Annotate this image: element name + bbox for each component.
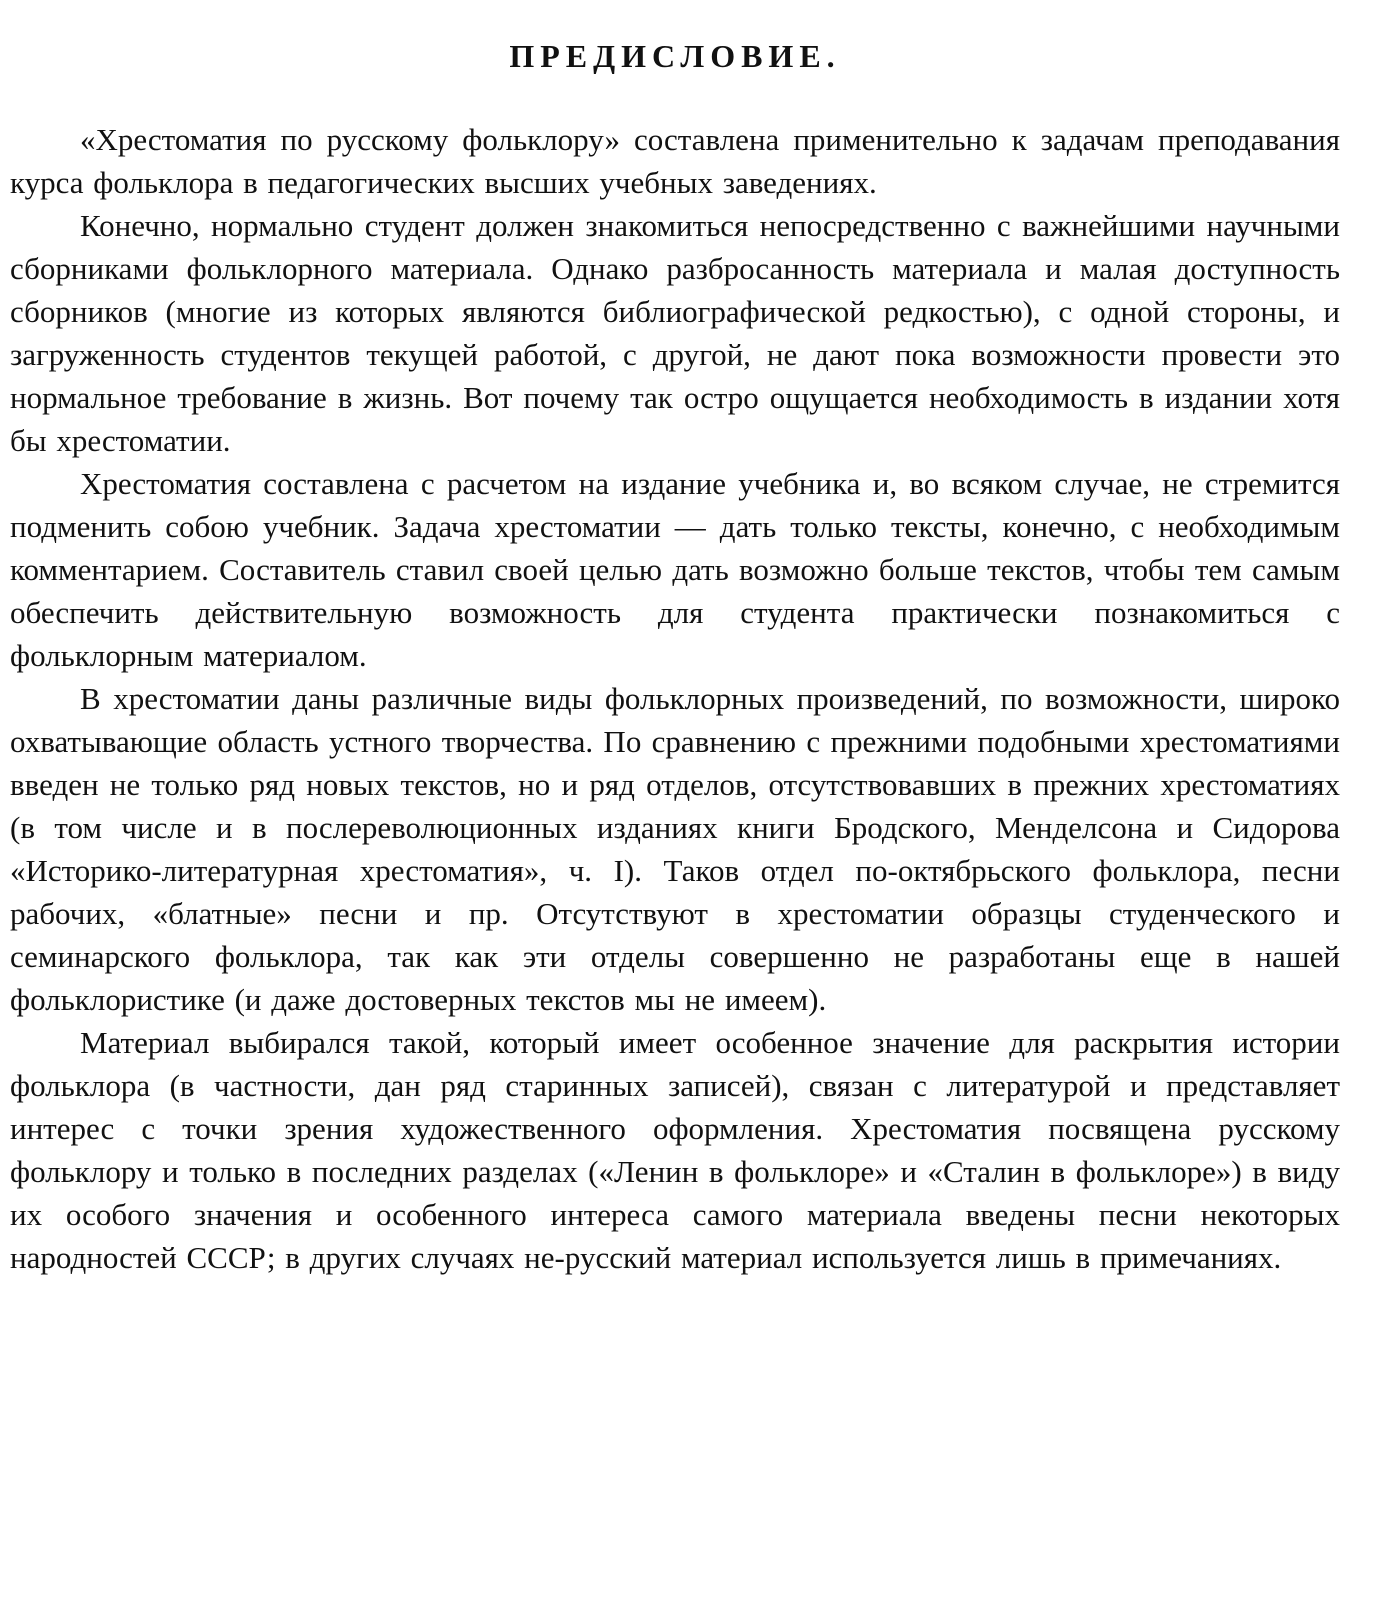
paragraph-5: Материал выбирался такой, который имеет особенное значение для раскрытия истории фольклора (в частности, дан ряд старинных записей), связан с литературой и представляет интерес с точки зрения художественного оформления. Хрестоматия посвящена русскому фольклору и только в последних разделах («Ленин в фольклоре» и «Сталин в фольклоре») в виду их особого значения и особенного интереса самого материала введены песни некоторых народностей СССР; в других случаях не-русский материал используется лишь в примечаниях.: [10, 1025, 1340, 1275]
paragraph-1: «Хрестоматия по русскому фольклору» составлена применительно к задачам преподавания курса фольклора в педагогических высших учебных заведениях.: [10, 122, 1340, 200]
paragraph-2: Конечно, нормально студент должен знакомиться непосредственно с важнейшими научными сборниками фольклорного материала. Однако разбросанность материала и малая доступность сборников (многие из которых являются библиографической редкостью), с одной стороны, и загруженность студентов текущей работой, с другой, не дают пока возможности провести это нормальное требование в жизнь. Вот почему так остро ощущается необходимость в издании хотя бы хрестоматии.: [10, 208, 1340, 458]
paragraph-3: Хрестоматия составлена с расчетом на издание учебника и, во всяком случае, не стремится подменить собою учебник. Задача хрестоматии — дать только тексты, конечно, с необходимым комментарием. Составитель ставил своей целью дать возможно больше текстов, чтобы тем самым обеспечить действительную возможность для студента практически познакомиться с фольклорным материалом.: [10, 466, 1340, 673]
document-page: [10, 0, 1372, 1600]
paragraph-4: В хрестоматии даны различные виды фольклорных произведений, по возможности, широко охватывающие область устного творчества. По сравнению с прежними подобными хрестоматиями введен не только ряд новых текстов, но и ряд отделов, отсутствовавших в прежних хрестоматиях (в том числе и в послереволюционных изданиях книги Бродского, Менделсона и Сидорова «Историко-литературная хрестоматия», ч. I). Таков отдел по-октябрьского фольклора, песни рабочих, «блатные» песни и пр. Отсутствуют в хрестоматии образцы студенческого и семинарского фольклора, так как эти отделы совершенно не разработаны еще в нашей фольклористике (и даже достоверных текстов мы не имеем).: [10, 681, 1340, 1017]
body-text: [10, 118, 1340, 1279]
page-title: ПРЕДИСЛОВИЕ.: [509, 38, 841, 74]
